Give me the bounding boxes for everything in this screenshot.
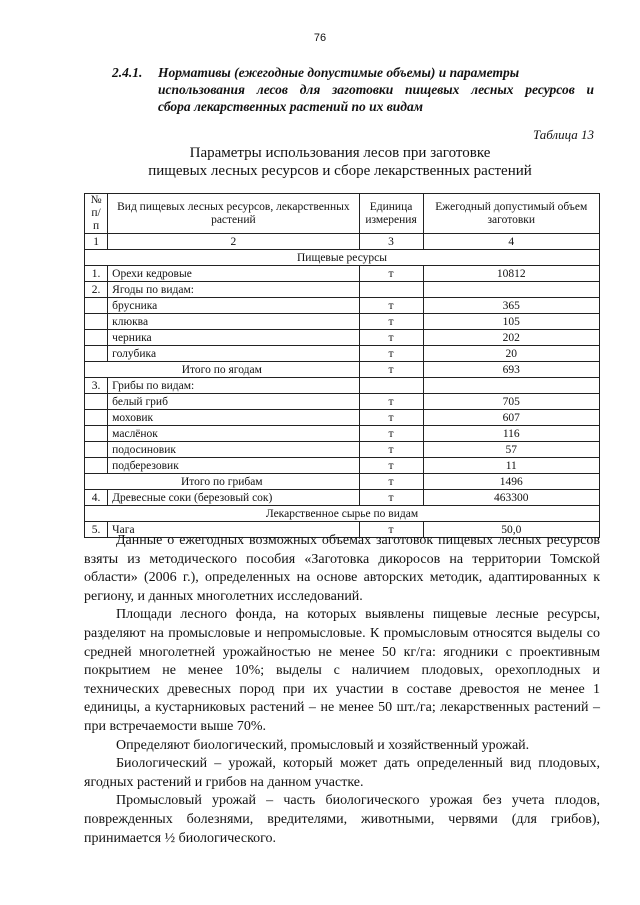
total-unit: т: [359, 474, 423, 490]
body-text: [84, 532, 600, 848]
row-unit: т: [359, 410, 423, 426]
total-label: Итого по грибам: [85, 474, 360, 490]
row-unit: т: [359, 426, 423, 442]
table-row: [85, 394, 600, 410]
row-name: Ягоды по видам:: [108, 282, 359, 298]
row-unit: т: [359, 330, 423, 346]
row-unit: т: [359, 298, 423, 314]
row-value: 105: [423, 314, 599, 330]
row-value: [423, 282, 599, 298]
table-title: [80, 144, 600, 180]
table-row: [85, 266, 600, 282]
resources-table: [84, 193, 600, 538]
section-title-line-1: Нормативы (ежегодные допустимые объемы) и параметры: [158, 65, 520, 80]
row-unit: [359, 378, 423, 394]
table-label: Таблица 13: [532, 127, 594, 142]
table-row: [85, 330, 600, 346]
col-number: 2: [108, 234, 359, 250]
row-num: 5.: [85, 522, 108, 538]
header-num: № п/п: [85, 194, 108, 234]
table-header-row: [85, 194, 600, 234]
row-value: 10812: [423, 266, 599, 282]
row-name: маслёнок: [108, 426, 359, 442]
row-unit: т: [359, 442, 423, 458]
header-type: Вид пищевых лесных ресурсов, лекарственных растений: [108, 194, 359, 234]
row-name: голубика: [108, 346, 359, 362]
row-value: 20: [423, 346, 599, 362]
row-value: 365: [423, 298, 599, 314]
paragraph: Данные о ежегодных возможных объемах заготовок пищевых лесных ресурсов взяты из методического пособия «Заготовка дикоросов на территории Томской области» (2006 г.), определенных на основе авторских методик, адаптированных к региону, и данных многолетних исследований.: [84, 533, 600, 604]
row-unit: т: [359, 490, 423, 506]
row-name: Древесные соки (березовый сок): [108, 490, 359, 506]
row-num: [85, 442, 108, 458]
column-number-row: [85, 234, 600, 250]
row-value: 57: [423, 442, 599, 458]
row-unit: т: [359, 394, 423, 410]
row-value: 50,0: [423, 522, 599, 538]
row-num: 4.: [85, 490, 108, 506]
col-number: 4: [423, 234, 599, 250]
group-food-resources: Пищевые ресурсы: [85, 250, 600, 266]
paragraph: Площади лесного фонда, на которых выявлены пищевые лесные ресурсы, разделяют на промысловые и непромысловые. К промысловым относятся выделы со средней многолетней урожайностью не менее 50 кг/га: ягодники с проективным покрытием не менее 10%; выделы с наличием плодовых, орехоплодных и технических древесных пород при их участии в составе древостоя не менее 1 единицы, а кустарниковых растений – не менее 50 шт./га; лекарственных растений – при встречаемости выше 70%.: [84, 607, 600, 734]
col-number: 3: [359, 234, 423, 250]
table-row: [85, 378, 600, 394]
table-row: [85, 298, 600, 314]
row-name: подберезовик: [108, 458, 359, 474]
row-name: клюква: [108, 314, 359, 330]
table-row: [85, 346, 600, 362]
col-number: 1: [85, 234, 108, 250]
table-row: [85, 442, 600, 458]
table-title-line-2: пищевых лесных ресурсов и сборе лекарственных растений: [148, 163, 532, 179]
row-value: 116: [423, 426, 599, 442]
group-medicinal: Лекарственное сырье по видам: [85, 506, 600, 522]
row-num: [85, 410, 108, 426]
total-unit: т: [359, 362, 423, 378]
table-row: [85, 314, 600, 330]
page-number: 76: [313, 32, 327, 44]
row-num: [85, 298, 108, 314]
section-heading: [112, 64, 594, 115]
row-num: [85, 346, 108, 362]
row-num: [85, 314, 108, 330]
group-row: [85, 506, 600, 522]
row-name: подосиновик: [108, 442, 359, 458]
row-num: 3.: [85, 378, 108, 394]
section-title-line-2: использования лесов для заготовки пищевых лесных ресурсов и: [158, 82, 594, 97]
table-row: [85, 490, 600, 506]
group-row: [85, 250, 600, 266]
paragraph: Промысловый урожай – часть биологического урожая без учета плодов, поврежденных болезнями, вредителями, животными, червями (для грибов), принимается ½ биологического.: [84, 793, 600, 846]
row-unit: т: [359, 314, 423, 330]
table-row: [85, 426, 600, 442]
row-value: 202: [423, 330, 599, 346]
row-num: [85, 394, 108, 410]
row-value: 11: [423, 458, 599, 474]
table-row: [85, 410, 600, 426]
row-name: Грибы по видам:: [108, 378, 359, 394]
row-num: 2.: [85, 282, 108, 298]
row-num: [85, 458, 108, 474]
table-row: [85, 282, 600, 298]
row-num: [85, 330, 108, 346]
row-unit: т: [359, 522, 423, 538]
row-value: 705: [423, 394, 599, 410]
row-name: брусника: [108, 298, 359, 314]
row-num: 1.: [85, 266, 108, 282]
row-num: [85, 426, 108, 442]
total-label: Итого по ягодам: [85, 362, 360, 378]
row-value: 607: [423, 410, 599, 426]
total-row: [85, 362, 600, 378]
row-name: моховик: [108, 410, 359, 426]
row-name: черника: [108, 330, 359, 346]
row-value: 463300: [423, 490, 599, 506]
row-unit: т: [359, 346, 423, 362]
section-title-line-3: сбора лекарственных растений по их видам: [158, 99, 423, 114]
header-volume: Ежегодный допустимый объем заготовки: [423, 194, 599, 234]
paragraph: Определяют биологический, промысловый и хозяйственный урожай.: [116, 737, 530, 753]
total-row: [85, 474, 600, 490]
total-value: 1496: [423, 474, 599, 490]
paragraph: Биологический – урожай, который может дать определенный вид плодовых, ягодных растений и грибов на данном участке.: [84, 756, 600, 790]
row-value: [423, 378, 599, 394]
total-value: 693: [423, 362, 599, 378]
table-row: [85, 458, 600, 474]
header-unit: Единица измерения: [359, 194, 423, 234]
table-title-line-1: Параметры использования лесов при заготовке: [189, 145, 491, 161]
row-name: Орехи кедровые: [108, 266, 359, 282]
row-name: белый гриб: [108, 394, 359, 410]
section-number: 2.4.1.: [112, 65, 143, 80]
row-unit: т: [359, 266, 423, 282]
row-unit: т: [359, 458, 423, 474]
row-unit: [359, 282, 423, 298]
row-name: Чага: [108, 522, 359, 538]
